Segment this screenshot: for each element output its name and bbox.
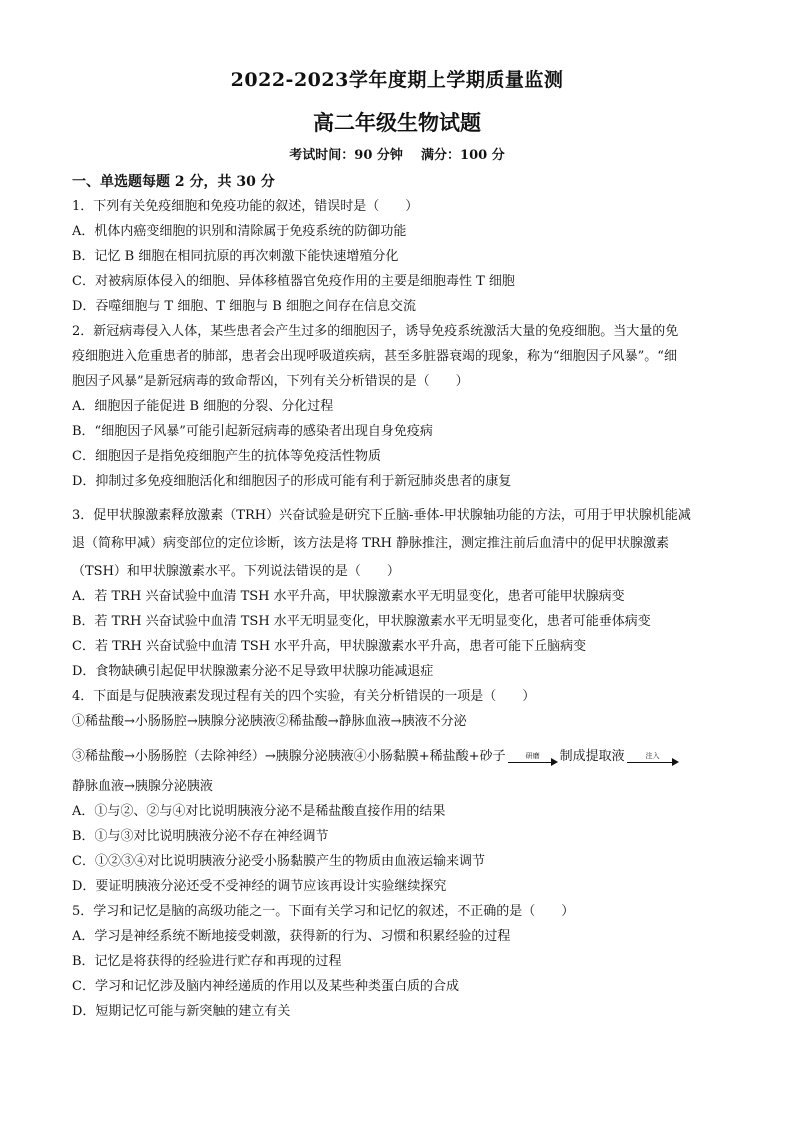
arrow-right-icon [508,757,558,767]
section-title: 一、单选题每题 2 分，共 30 分 [72,174,275,190]
question-4-experiment-line-2 [72,743,722,767]
experiment-text-part-2: 制成提取液 [559,749,625,764]
question-4-stem: 4．下面是与促胰液素发现过程有关的四个实验，有关分析错误的一项是（ ） [72,689,536,704]
question-3-option-d: D．食物缺碘引起促甲状腺激素分泌不足导致甲状腺功能减退症 [72,664,434,679]
exam-time: 考试时间：90 分钟 [289,148,403,163]
question-4-option-d: D．要证明胰液分泌还受不受神经的调节应该再设计实验继续探究 [72,879,447,894]
experiment-text-part-1: ③稀盐酸→小肠肠腔（去除神经）→胰腺分泌胰液④小肠黏膜+稀盐酸+砂子 [72,749,506,764]
question-5-option-b: B．记忆是将获得的经验进行贮存和再现的过程 [72,954,342,969]
question-2-stem-line-2: 疫细胞进入危重患者的肺部，患者会出现呼吸道疾病，甚至多脏器衰竭的现象，称为“细胞因子风暴”。“细 [72,349,677,364]
question-1-option-d: D．吞噬细胞与 T 细胞、T 细胞与 B 细胞之间存在信息交流 [72,299,416,314]
grind-arrow [508,752,558,767]
question-5-option-a: A．学习是神经系统不断地接受刺激，获得新的行为、习惯和积累经验的过程 [72,929,511,944]
question-2-option-a: A．细胞因子能促进 B 细胞的分裂、分化过程 [72,399,334,414]
question-1-option-a: A．机体内癌变细胞的识别和清除属于免疫系统的防御功能 [72,224,407,239]
question-3-stem-line-3: （TSH）和甲状腺激素水平。下列说法错误的是（ ） [72,564,400,579]
exam-title: 2022-2023学年度期上学期质量监测 [230,69,564,91]
question-4-option-b: B．①与③对比说明胰液分泌不存在神经调节 [72,829,329,844]
grind-arrow-label: 研磨 [525,752,540,760]
question-5-stem: 5．学习和记忆是脑的高级功能之一。下面有关学习和记忆的叙述，不正确的是（ ） [72,904,575,919]
question-2-option-b: B．“细胞因子风暴”可能引起新冠病毒的感染者出现自身免疫病 [72,424,433,439]
inject-arrow-label: 注入 [645,752,660,760]
arrow-right-icon [627,757,679,767]
question-1-option-b: B．记忆 B 细胞在相同抗原的再次刺激下能快速增殖分化 [72,249,399,264]
question-3-stem-line-1: 3．促甲状腺激素释放激素（TRH）兴奋试验是研究下丘脑-垂体-甲状腺轴功能的方法，可用于甲状腺机能减 [72,508,691,523]
exam-meta [0,147,794,165]
question-4-option-c: C．①②③④对比说明胰液分泌受小肠黏膜产生的物质由血液运输来调节 [72,854,485,869]
inject-arrow [627,752,679,767]
question-3-stem-line-2: 退（简称甲减）病变部位的定位诊断，该方法是将 TRH 静脉推注，测定推注前后血清中的促甲状腺激素 [72,536,670,551]
question-1-option-c: C．对被病原体侵入的细胞、异体移植器官免疫作用的主要是细胞毒性 T 细胞 [72,274,515,289]
question-4-option-a: A．①与②、②与④对比说明胰液分泌不是稀盐酸直接作用的结果 [72,804,446,819]
question-2-option-c: C．细胞因子是指免疫细胞产生的抗体等免疫活性物质 [72,449,381,464]
question-2-stem-line-1: 2．新冠病毒侵入人体，某些患者会产生过多的细胞因子，诱导免疫系统激活大量的免疫细胞。当大量的免 [72,324,679,339]
question-4-experiment-line-1: ①稀盐酸→小肠肠腔→胰腺分泌胰液②稀盐酸→静脉血液→胰液不分泌 [72,714,467,729]
question-4-experiment-line-3: 静脉血液→胰腺分泌胰液 [72,779,213,794]
question-5-option-c: C．学习和记忆涉及脑内神经递质的作用以及某些种类蛋白质的合成 [72,979,459,994]
question-2-option-d: D．抑制过多免疫细胞活化和细胞因子的形成可能有利于新冠肺炎患者的康复 [72,474,512,489]
question-2-stem-line-3: 胞因子风暴”是新冠病毒的致命帮凶，下列有关分析错误的是（ ） [72,374,469,389]
question-3-option-b: B．若 TRH 兴奋试验中血清 TSH 水平无明显变化，甲状腺激素水平无明显变化，患者可能垂体病变 [72,614,651,629]
full-score: 满分：100 分 [421,148,505,163]
question-3-option-a: A．若 TRH 兴奋试验中血清 TSH 水平升高，甲状腺激素水平无明显变化，患者可能甲状腺病变 [72,589,625,604]
question-3-option-c: C．若 TRH 兴奋试验中血清 TSH 水平升高，甲状腺激素水平升高，患者可能下丘脑病变 [72,639,587,654]
question-5-option-d: D．短期记忆可能与新突触的建立有关 [72,1004,291,1019]
question-1-stem: 1．下列有关免疫细胞和免疫功能的叙述，错误时是（ ） [72,199,419,214]
exam-subtitle: 高二年级生物试题 [313,110,481,135]
